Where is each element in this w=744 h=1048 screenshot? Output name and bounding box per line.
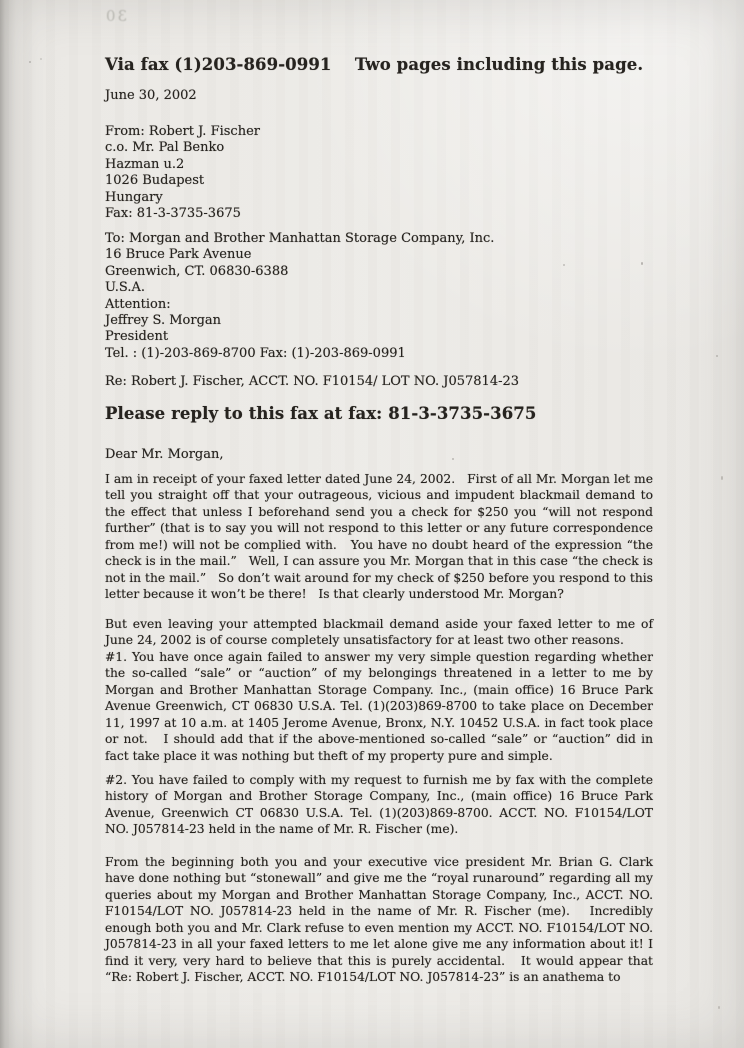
body-paragraph-1 (105, 471, 657, 603)
bleedthrough-mark: 30 (104, 7, 128, 25)
scan-speck (29, 61, 31, 63)
to-address-line: 16 Bruce Park Avenue (105, 247, 252, 263)
salutation: Dear Mr. Morgan, (105, 447, 224, 462)
to-address-line: Tel. : (1)-203-869-8700 Fax: (1)-203-869-0991 (105, 345, 406, 361)
to-address-line: To: Morgan and Brother Manhattan Storage Company, Inc. (105, 231, 495, 246)
scan-speck (721, 476, 723, 480)
from-address-line: Fax: 81-3-3735-3675 (105, 206, 241, 222)
body-paragraph-2 (105, 616, 657, 764)
date-line: June 30, 2002 (105, 88, 197, 103)
to-address-line: Attention: (105, 296, 171, 312)
body-paragraph-4 (105, 854, 657, 986)
body-paragraph-text: #1. You have once again failed to answer my very simple question regarding whether the so-called “sale” or “auction” of my belongings threatened in a letter to me by Morgan and Brother Manhattan Storage Company. Inc., (main office) 16 Bruce Park Avenue Greenwich, CT 06830 U.S.A. Tel. (1)(203)869-8700 to take place on December 11, 1997 at 10 a.m. at 1405 Jerome Avenue, Bronx, N.Y. 10452 U.S.A. in fact took place or not. I should add that if the above-mentioned so-called “sale” or “auction” did in fact take place it was nothing but theft of my property pure and simple. (105, 649, 657, 763)
from-address-line: 1026 Budapest (105, 173, 205, 189)
from-address-line: From: Robert J. Fischer (105, 124, 260, 139)
body-paragraph-3 (105, 772, 657, 838)
body-paragraph-text: I am in receipt of your faxed letter dated June 24, 2002. First of all Mr. Morgan let me tell you straight off that your outrageous, vicious and impudent blackmail demand to the effect that unless I beforehand send you a check for $250 you “will not respond further” (that is to say you will not respond to this letter or any future correspondence from me!) will not be complied with. You have no doubt heard of the expression “the check is in the mail.” Well, I can assure you Mr. Morgan that in this case “the check is not in the mail.” So don’t wait around for my check of $250 before you respond to this letter because it won’t be there! Is that clearly understood Mr. Morgan? (105, 472, 657, 602)
from-address-line: c.o. Mr. Pal Benko (105, 140, 225, 156)
from-address-line: Hungary (105, 189, 163, 205)
body-paragraph-text: From the beginning both you and your executive vice president Mr. Brian G. Clark have done nothing but “stonewall” and give me the “royal runaround” regarding all my queries about my Morgan and Brother Manhattan Storage Company, Inc., ACCT. NO. F10154/LOT NO. J057814-23 held in the name of Mr. R. Fischer (me). Incredibly enough both you and Mr. Clark refuse to even mention my ACCT. NO. F10154/LOT NO. J057814-23 in all your faxed letters to me let alone give me any information about it! I find it very, very hard to believe that this is purely accidental. It would appear that “Re: Robert J. Fischer, ACCT. NO. F10154/LOT NO. J057814-23” is an anathema to (105, 855, 657, 985)
scan-speck (716, 355, 718, 357)
body-paragraph-text: #2. You have failed to comply with my request to furnish me by fax with the complete history of Morgan and Brother Storage Company, Inc., (main office) 16 Bruce Park Avenue, Greenwich CT 06830 U.S.A. Tel. (1)(203)869-8700. ACCT. NO. F10154/LOT NO. J057814-23 held in the name of Mr. R. Fischer (me). (105, 773, 657, 837)
to-address-line: President (105, 329, 169, 345)
via-fax-heading: Via fax (1)203-869-0991 Two pages including this page. (105, 55, 644, 74)
re-line: Re: Robert J. Fischer, ACCT. NO. F10154/ LOT NO. J057814-23 (105, 374, 520, 389)
from-address-block (105, 124, 653, 222)
to-address-block (105, 231, 653, 362)
reply-request-line: Please reply to this fax at fax: 81-3-3735-3675 (105, 404, 537, 423)
to-address-line: Greenwich, CT. 06830-6388 (105, 263, 289, 279)
to-address-line: U.S.A. (105, 280, 145, 296)
scan-speck (40, 58, 42, 60)
to-address-line: Jeffrey S. Morgan (105, 313, 222, 329)
scan-speck (718, 1006, 720, 1009)
from-address-line: Hazman u.2 (105, 156, 185, 172)
body-paragraph-text: But even leaving your attempted blackmail demand aside your faxed letter to me of June 24, 2002 is of course completely unsatisfactory for at least two other reasons. (105, 617, 657, 648)
